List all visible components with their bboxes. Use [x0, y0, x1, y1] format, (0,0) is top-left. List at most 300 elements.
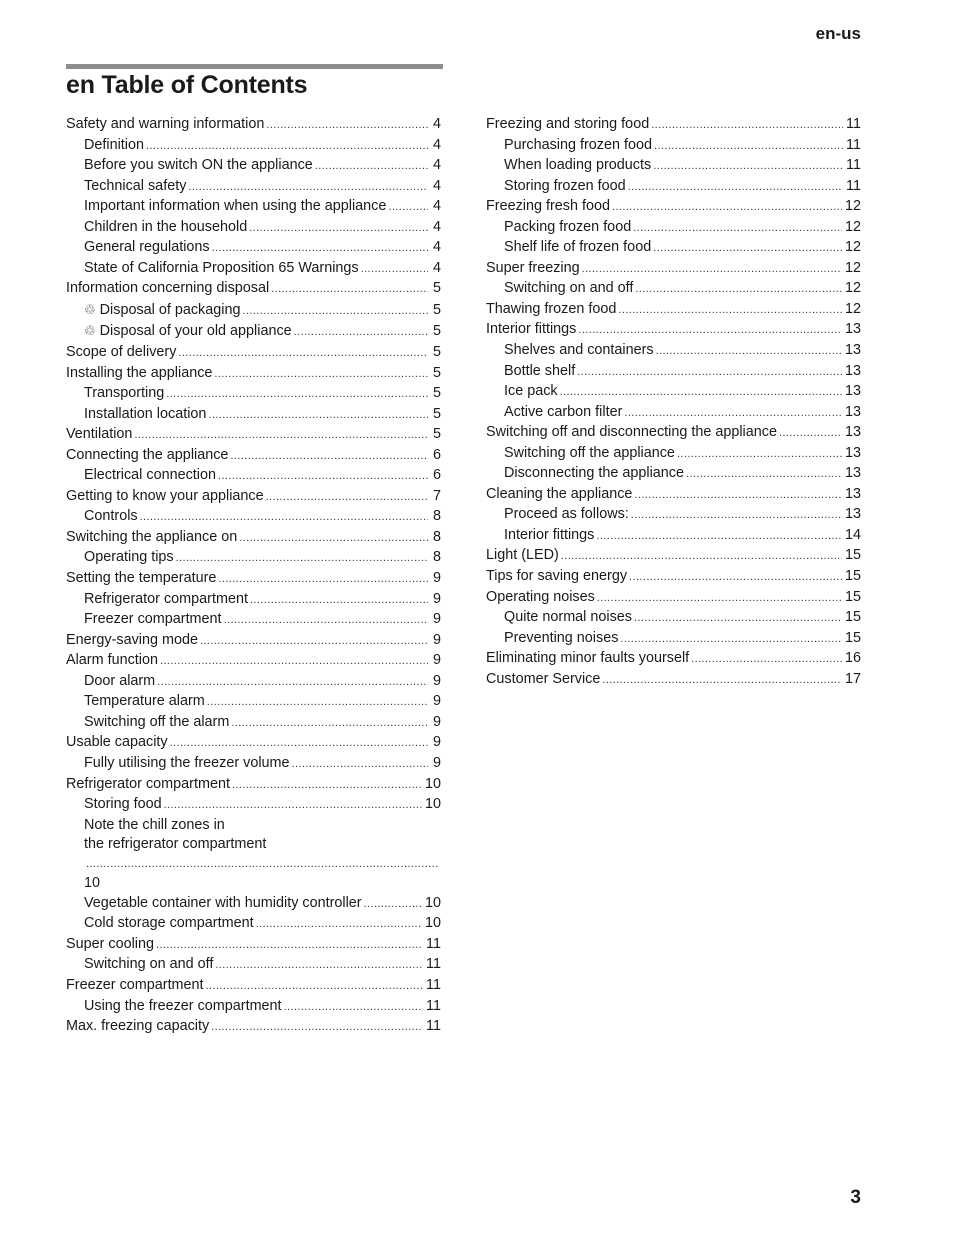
- toc-entry-title: [84, 590, 248, 610]
- toc-entry-title: [84, 300, 240, 321]
- dot-leader: [146, 137, 428, 157]
- toc-entry-title: [504, 382, 558, 402]
- toc-entry[interactable]: [486, 197, 861, 218]
- toc-entry-title: [486, 197, 610, 217]
- dot-leader: [188, 178, 428, 198]
- toc-subentry[interactable]: [486, 403, 861, 424]
- toc-subentry[interactable]: [66, 384, 441, 405]
- toc-page-number: 5: [432, 280, 441, 297]
- toc-entry-title-line: Note the chill zones in: [84, 816, 225, 833]
- toc-entry[interactable]: [66, 976, 441, 997]
- toc-entry-text: Definition: [84, 136, 144, 153]
- dot-leader: [256, 915, 422, 935]
- toc-page-number: 13: [844, 383, 861, 400]
- toc-entry[interactable]: [66, 935, 441, 956]
- dot-leader: [239, 529, 428, 549]
- toc-entry-title: [504, 464, 684, 484]
- toc-page-number: 10: [424, 894, 441, 911]
- recycle-icon: ♲: [84, 323, 96, 339]
- toc-entry-title: [486, 320, 576, 340]
- page-number: 3: [850, 1187, 861, 1208]
- toc-entry-title: [84, 672, 155, 692]
- dot-leader: [231, 714, 428, 734]
- dot-leader: [200, 632, 428, 652]
- toc-entry-text: Interior fittings: [504, 526, 595, 543]
- dot-leader: [284, 998, 423, 1018]
- toc-page-number: 9: [432, 590, 441, 607]
- toc-entry-text: Refrigerator compartment: [66, 775, 230, 792]
- toc-page-number: 13: [844, 342, 861, 359]
- toc-page-number: 10: [424, 915, 441, 932]
- toc-page-number: 4: [432, 116, 441, 132]
- toc-subentry[interactable]: [66, 672, 441, 693]
- dot-leader: [779, 424, 842, 444]
- toc-subentry[interactable]: [66, 754, 441, 775]
- toc-entry[interactable]: [66, 775, 441, 796]
- toc-entry-title: [66, 651, 158, 671]
- dot-leader: [207, 693, 428, 713]
- toc-entry-title: [84, 507, 138, 527]
- dot-leader: [691, 650, 842, 670]
- toc-entry-text: Shelves and containers: [504, 342, 654, 359]
- toc-entry[interactable]: [486, 115, 861, 136]
- toc-entry-title: [504, 177, 626, 197]
- toc-subentry[interactable]: [66, 997, 441, 1018]
- toc-entry[interactable]: [486, 649, 861, 670]
- title-rule: [66, 64, 443, 69]
- toc-entry-text: Active carbon filter: [504, 403, 623, 420]
- toc-entry[interactable]: [66, 279, 441, 300]
- toc-entry-title: [66, 1017, 209, 1037]
- toc-entry[interactable]: [486, 320, 861, 341]
- toc-page-number: 4: [432, 259, 441, 276]
- toc-subentry[interactable]: [486, 177, 861, 198]
- dot-leader: [224, 611, 428, 631]
- toc-subentry[interactable]: [66, 218, 441, 239]
- dot-leader: [214, 365, 428, 385]
- toc-subentry[interactable]: [66, 300, 441, 322]
- toc-page-number: 5: [432, 301, 441, 318]
- toc-subentry[interactable]: [66, 321, 441, 343]
- toc-subentry[interactable]: [486, 156, 861, 177]
- dot-leader: [160, 652, 428, 672]
- toc-subentry[interactable]: [486, 341, 861, 362]
- toc-page-number: 12: [844, 218, 861, 235]
- dot-leader: [677, 445, 842, 465]
- toc-entry[interactable]: [66, 569, 441, 590]
- toc-entry-text: Bottle shelf: [504, 362, 576, 379]
- toc-subentry[interactable]: [486, 279, 861, 300]
- toc-page-number: 15: [844, 588, 861, 605]
- toc-entry[interactable]: [486, 567, 861, 588]
- toc-entry-title: [84, 692, 205, 712]
- toc-entry-title: [84, 835, 266, 855]
- dot-leader: [176, 549, 428, 569]
- toc-subentry[interactable]: [486, 218, 861, 239]
- toc-entry[interactable]: [66, 425, 441, 446]
- page-title: en Table of Contents: [66, 71, 308, 99]
- toc-page-number: 10: [84, 875, 101, 892]
- toc-page-number: 14: [844, 526, 861, 543]
- toc-entry-title: [84, 136, 144, 156]
- dot-leader: [596, 527, 842, 547]
- toc-entry-text: Interior fittings: [486, 321, 577, 338]
- toc-entry-text: Shelf life of frozen food: [504, 239, 652, 256]
- toc-page-number: 7: [432, 487, 441, 504]
- toc-entry[interactable]: [486, 300, 861, 321]
- toc-subentry[interactable]: [66, 692, 441, 713]
- dot-leader: [271, 280, 428, 300]
- dot-leader: [631, 506, 842, 526]
- toc-entry-text: Installation location: [84, 405, 207, 422]
- toc-subentry[interactable]: [486, 629, 861, 650]
- toc-entry-text: Operating noises: [486, 588, 595, 605]
- toc-entry[interactable]: [66, 115, 441, 136]
- toc-entry-text: Information concerning disposal: [66, 280, 270, 297]
- toc-entry-title: [84, 548, 174, 568]
- toc-entry-title: [486, 423, 777, 443]
- toc-page-number: 13: [844, 506, 861, 523]
- toc-entry-title: [504, 218, 631, 238]
- toc-page-number: 4: [432, 157, 441, 174]
- toc-subentry[interactable]: [486, 444, 861, 465]
- toc-page-number: 5: [432, 364, 441, 381]
- toc-entry-title: [486, 670, 600, 690]
- toc-entry-title: [66, 279, 269, 299]
- dot-leader: [620, 630, 842, 650]
- toc-subentry[interactable]: [486, 238, 861, 259]
- toc-entry-text: Energy-saving mode: [66, 631, 198, 648]
- dot-leader: [157, 673, 428, 693]
- toc-entry-title: [84, 610, 222, 630]
- toc-subentry[interactable]: [66, 238, 441, 259]
- toc-entry[interactable]: [66, 733, 441, 754]
- toc-page-number: 9: [432, 672, 441, 689]
- toc-entry[interactable]: [486, 485, 861, 506]
- toc-subentry[interactable]: [66, 610, 441, 631]
- toc-entry-title: [504, 505, 629, 525]
- toc-entry-text: Safety and warning information: [66, 116, 265, 132]
- toc-entry-text: Preventing noises: [504, 629, 619, 646]
- dot-leader: [629, 568, 842, 588]
- toc-entry-text: Vegetable container with humidity controller: [84, 894, 362, 911]
- toc-entry-text: Children in the household: [84, 218, 248, 235]
- toc-subentry[interactable]: [66, 713, 441, 734]
- dot-leader: [653, 239, 842, 259]
- dot-leader: [388, 198, 428, 218]
- dot-leader: [654, 137, 843, 157]
- toc-entry[interactable]: [66, 651, 441, 672]
- toc-subentry[interactable]: [486, 505, 861, 526]
- toc-subentry[interactable]: [66, 548, 441, 569]
- toc-page-number: 4: [432, 136, 441, 153]
- toc-page-number: 16: [844, 650, 861, 667]
- toc-entry[interactable]: [486, 546, 861, 567]
- toc-entry-text: Customer Service: [486, 670, 601, 687]
- toc-page-number: 4: [432, 177, 441, 194]
- toc-entry-text: Freezing fresh food: [486, 198, 610, 215]
- toc-page-number: 4: [432, 239, 441, 256]
- toc-subentry[interactable]: [66, 177, 441, 198]
- toc-entry-text: Freezer compartment: [84, 611, 222, 628]
- dot-leader: [561, 547, 842, 567]
- toc-entry-title: [486, 588, 595, 608]
- dot-leader: [134, 426, 428, 446]
- toc-page-number: 13: [844, 465, 861, 482]
- toc-entry-text: Storing frozen food: [504, 177, 626, 194]
- toc-page-number: 9: [432, 734, 441, 751]
- dot-leader: [206, 977, 423, 997]
- toc-page-number: 13: [844, 362, 861, 379]
- toc-subentry[interactable]: [66, 259, 441, 280]
- toc-entry-title: [504, 526, 594, 546]
- toc-entry[interactable]: [66, 1017, 441, 1038]
- dot-leader: [651, 116, 843, 136]
- dot-leader: [560, 383, 842, 403]
- recycle-icon: ♲: [84, 301, 96, 317]
- dot-leader: [315, 157, 428, 177]
- dot-leader: [628, 178, 843, 198]
- toc-entry-title: [84, 259, 359, 279]
- toc-entry-text: General regulations: [84, 239, 210, 256]
- toc-entry-text: Alarm function: [66, 652, 158, 669]
- toc-page-number: 8: [432, 528, 441, 545]
- toc-entry-title: [504, 136, 652, 156]
- dot-leader: [266, 116, 428, 136]
- dot-leader: [624, 404, 842, 424]
- dot-leader: [634, 609, 842, 629]
- dot-leader: [577, 363, 842, 383]
- toc-subentry[interactable]: [66, 466, 441, 487]
- toc-entry-text: Super cooling: [66, 935, 155, 952]
- toc-entry-text: Light (LED): [486, 547, 559, 564]
- toc-entry-text: Freezer compartment: [66, 976, 204, 993]
- toc-entry-text: Disconnecting the appliance: [504, 465, 685, 482]
- toc-page-number: 9: [432, 713, 441, 730]
- toc-entry-text: Quite normal noises: [504, 609, 632, 626]
- toc-entry-text: When loading products: [504, 157, 652, 174]
- dot-leader: [211, 1018, 423, 1038]
- toc-entry-title: [504, 238, 651, 258]
- toc-entry-text: Cleaning the appliance: [486, 485, 633, 502]
- toc-entry-text: Thawing frozen food: [486, 300, 617, 317]
- toc-page-number: 11: [426, 976, 441, 993]
- dot-leader: [242, 302, 428, 322]
- toc-entry-text: Switching off the alarm: [84, 713, 230, 730]
- toc-entry-text: Operating tips: [84, 549, 174, 566]
- toc-entry-title: [84, 914, 254, 934]
- toc-entry-text: Controls: [84, 508, 138, 525]
- dot-leader: [634, 486, 842, 506]
- toc-page-number: 12: [844, 198, 861, 215]
- dot-leader: [635, 280, 842, 300]
- toc-page-number: 8: [432, 508, 441, 525]
- dot-leader: [686, 465, 842, 485]
- toc-entry-title: [66, 487, 264, 507]
- dot-leader: [578, 321, 842, 341]
- toc-entry-title: [84, 197, 386, 217]
- toc-subentry[interactable]: [66, 507, 441, 528]
- toc-entry[interactable]: [66, 364, 441, 385]
- toc-page-number: 5: [432, 385, 441, 402]
- toc-page-number: 8: [432, 549, 441, 566]
- dot-leader: [633, 219, 842, 239]
- dot-leader: [249, 219, 428, 239]
- dot-leader: [178, 344, 428, 364]
- dot-leader: [250, 591, 428, 611]
- toc-entry-text: Switching the appliance on: [66, 528, 238, 545]
- toc-entry-text: Refrigerator compartment: [84, 590, 248, 607]
- toc-entry-text: Switching off the appliance: [504, 444, 675, 461]
- toc-page-number: 11: [846, 177, 861, 194]
- toc-page-number: 10: [424, 775, 441, 792]
- toc-entry-title: [504, 403, 622, 423]
- toc-page-number: 12: [844, 239, 861, 256]
- toc-entry-title: [84, 997, 282, 1017]
- toc-subentry[interactable]: [66, 197, 441, 218]
- toc-subentry[interactable]: [66, 136, 441, 157]
- toc-entry-title: [84, 156, 313, 176]
- toc-entry-text: Transporting: [84, 385, 165, 402]
- toc-subentry[interactable]: [66, 405, 441, 426]
- toc-entry[interactable]: [486, 670, 861, 691]
- dot-leader: [582, 260, 842, 280]
- dot-leader: [612, 198, 842, 218]
- dot-leader: [166, 385, 428, 405]
- toc-subentry[interactable]: [66, 795, 441, 816]
- toc-entry-title: [84, 321, 292, 342]
- toc-entry-text: Installing the appliance: [66, 364, 213, 381]
- toc-entry-title: [84, 894, 362, 914]
- toc-entry-title: [504, 279, 633, 299]
- toc-subentry[interactable]: [66, 955, 441, 976]
- dot-leader: [656, 342, 842, 362]
- toc-entry-text: Usable capacity: [66, 734, 168, 751]
- dot-leader: [218, 467, 428, 487]
- toc-entry-title: [66, 446, 228, 466]
- toc-entry-text: Eliminating minor faults yourself: [486, 650, 690, 667]
- dot-leader: [170, 734, 428, 754]
- toc-entry-title: [486, 115, 649, 135]
- toc-entry[interactable]: [486, 423, 861, 444]
- toc-page-number: 9: [432, 754, 441, 771]
- toc-entry[interactable]: [66, 631, 441, 652]
- toc-page-number: 13: [844, 444, 861, 461]
- toc-subentry[interactable]: [486, 136, 861, 157]
- toc-entry[interactable]: [486, 588, 861, 609]
- dot-leader: [653, 157, 843, 177]
- toc-entry-text: Super freezing: [486, 259, 580, 276]
- toc-entry-text: the refrigerator compartment: [84, 836, 267, 853]
- toc-subentry[interactable]: [486, 464, 861, 485]
- toc-entry-text: Scope of delivery: [66, 344, 177, 361]
- toc-page-number: 9: [432, 611, 441, 628]
- toc-subentry[interactable]: [66, 894, 441, 915]
- toc-subentry[interactable]: [66, 156, 441, 177]
- toc-entry-text: Temperature alarm: [84, 693, 205, 710]
- toc-entry-text: Switching off and disconnecting the appliance: [486, 424, 777, 441]
- dot-leader: [215, 956, 423, 976]
- dot-leader: [208, 406, 428, 426]
- toc-page-number: 9: [432, 570, 441, 587]
- dot-leader: [218, 570, 428, 590]
- toc-entry-text: Packing frozen food: [504, 218, 632, 235]
- dot-leader: [140, 508, 428, 528]
- toc-entry-title: [84, 795, 162, 815]
- toc-subentry[interactable]: [66, 816, 441, 894]
- toc-subentry[interactable]: [486, 362, 861, 383]
- toc-right-column: [486, 115, 861, 690]
- toc-page-number: 13: [844, 321, 861, 338]
- toc-page-number: 15: [844, 547, 861, 564]
- dot-leader: [266, 488, 428, 508]
- toc-entry-title: [486, 567, 627, 587]
- toc-page-number: 11: [846, 116, 861, 132]
- toc-entry-text: Ventilation: [66, 426, 133, 443]
- toc-entry-text: Connecting the appliance: [66, 446, 229, 463]
- toc-subentry[interactable]: [486, 382, 861, 403]
- toc-entry-title: [66, 425, 132, 445]
- toc-entry-text: Switching on and off: [84, 956, 214, 973]
- toc-entry[interactable]: [486, 259, 861, 280]
- toc-entry-text: Cold storage compartment: [84, 915, 254, 932]
- toc-page-number: 15: [844, 609, 861, 626]
- toc-page-number: 9: [432, 631, 441, 648]
- toc-page-number: 5: [432, 405, 441, 422]
- dot-leader: [232, 776, 422, 796]
- toc-subentry[interactable]: [486, 608, 861, 629]
- dot-leader: [361, 260, 428, 280]
- dot-leader: [230, 447, 428, 467]
- toc-entry[interactable]: [66, 343, 441, 364]
- language-tag: en-us: [815, 24, 861, 43]
- toc-entry-text: Storing food: [84, 796, 162, 813]
- toc-entry[interactable]: [66, 446, 441, 467]
- dot-leader: [86, 855, 438, 875]
- toc-page-number: 13: [844, 424, 861, 441]
- toc-entry-title: [66, 935, 154, 955]
- toc-entry-text: Setting the temperature: [66, 570, 217, 587]
- toc-page-number: 4: [432, 198, 441, 215]
- toc-entry-text: Getting to know your appliance: [66, 487, 264, 504]
- toc-entry-title: [66, 569, 216, 589]
- toc-entry-title: [84, 955, 213, 975]
- toc-entry-title: [486, 300, 616, 320]
- toc-subentry[interactable]: [66, 914, 441, 935]
- toc-entry[interactable]: [66, 528, 441, 549]
- toc-entry-text: Disposal of packaging: [99, 301, 241, 318]
- toc-page-number: 9: [432, 652, 441, 669]
- toc-entry-title: [66, 528, 237, 548]
- toc-entry-text: Switching on and off: [504, 280, 634, 297]
- toc-entry-title: [66, 733, 168, 753]
- toc-page-number: 12: [844, 300, 861, 317]
- toc-entry-text: Disposal of your old appliance: [99, 323, 292, 340]
- dot-leader: [364, 895, 422, 915]
- toc-page-number: 11: [846, 157, 861, 174]
- toc-subentry[interactable]: [486, 526, 861, 547]
- toc-entry-title: [84, 218, 247, 238]
- toc-entry-title: [504, 341, 654, 361]
- toc-entry-title: [486, 259, 580, 279]
- toc-page-number: 11: [426, 956, 441, 973]
- toc-page-number: 5: [432, 426, 441, 443]
- toc-page-number: 11: [846, 136, 861, 153]
- toc-entry-title: [504, 629, 618, 649]
- toc-page-number: 6: [432, 446, 441, 463]
- toc-entry[interactable]: [66, 487, 441, 508]
- toc-subentry[interactable]: [66, 590, 441, 611]
